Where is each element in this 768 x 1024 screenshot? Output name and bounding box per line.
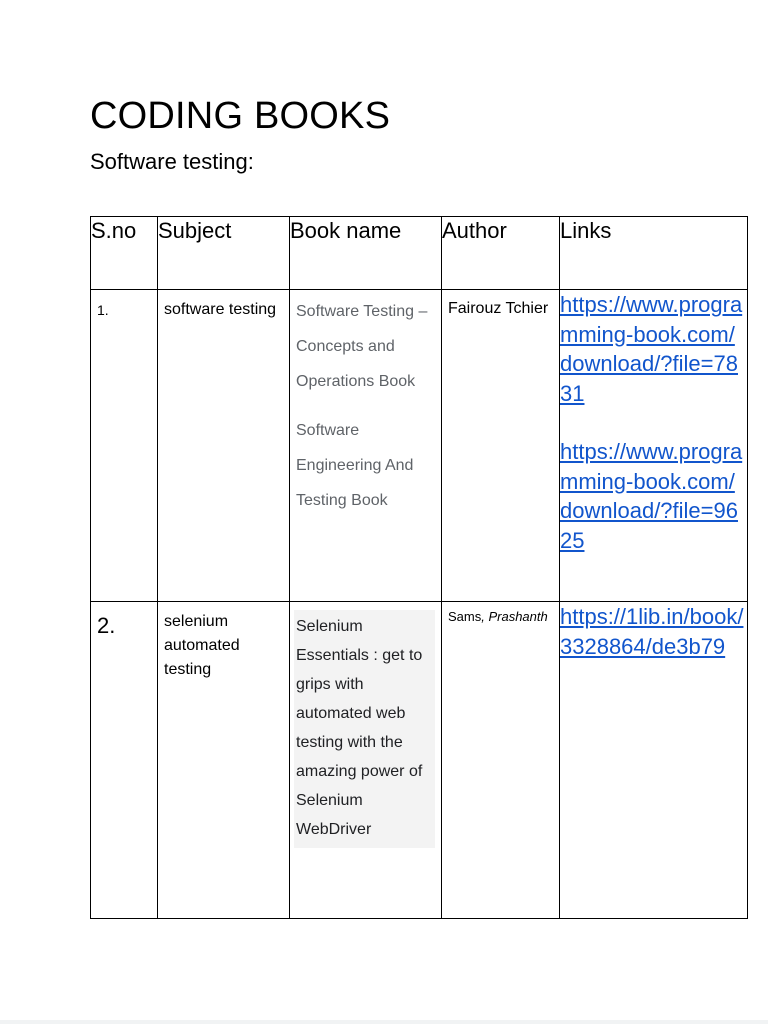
download-link[interactable]: https://www.programming-book.com/download/?file=7831 [560,292,743,406]
links-cell [560,602,748,919]
author-cell [442,290,560,602]
author-value: Fairouz Tchier [448,300,549,317]
author-first: Sams [448,609,482,624]
subject-cell [158,290,290,602]
author-second: Prashanth [488,609,548,624]
author-separator: , [481,609,489,624]
book-title: Selenium Essentials : get to grips with automated web testing with the amazing power of Selenium WebDriver [294,610,435,848]
book-title: Software Engineering And Testing Book [296,422,414,509]
subject-value: selenium automated testing [164,613,240,678]
section-subtitle: Software testing: [90,149,254,174]
author-value [442,602,559,626]
header-links: Links [560,217,748,290]
page-title: CODING BOOKS [90,95,391,137]
header-author: Author [442,217,560,290]
header-sno: S.no [91,217,158,290]
download-link[interactable]: https://www.programming-book.com/download/?file=9625 [560,439,743,553]
book-title: Software Testing – Concepts and Operations Book [296,303,428,390]
sno-value: 1. [97,302,109,318]
sno-cell [91,290,158,602]
table-row [91,602,748,919]
header-subject: Subject [158,217,290,290]
subject-value: software testing [164,301,277,318]
book-name-cell [290,290,442,602]
table-row [91,290,748,602]
download-link[interactable]: https://1lib.in/book/3328864/de3b79 [560,604,744,659]
books-table [90,216,748,919]
subject-cell [158,602,290,919]
header-book-name: Book name [290,217,442,290]
author-cell [442,602,560,919]
table-header-row [91,217,748,290]
links-cell [560,290,748,602]
page-footer-strip [0,1020,768,1024]
book-name-cell [290,602,442,919]
sno-cell [91,602,158,919]
sno-value: 2. [97,613,116,638]
